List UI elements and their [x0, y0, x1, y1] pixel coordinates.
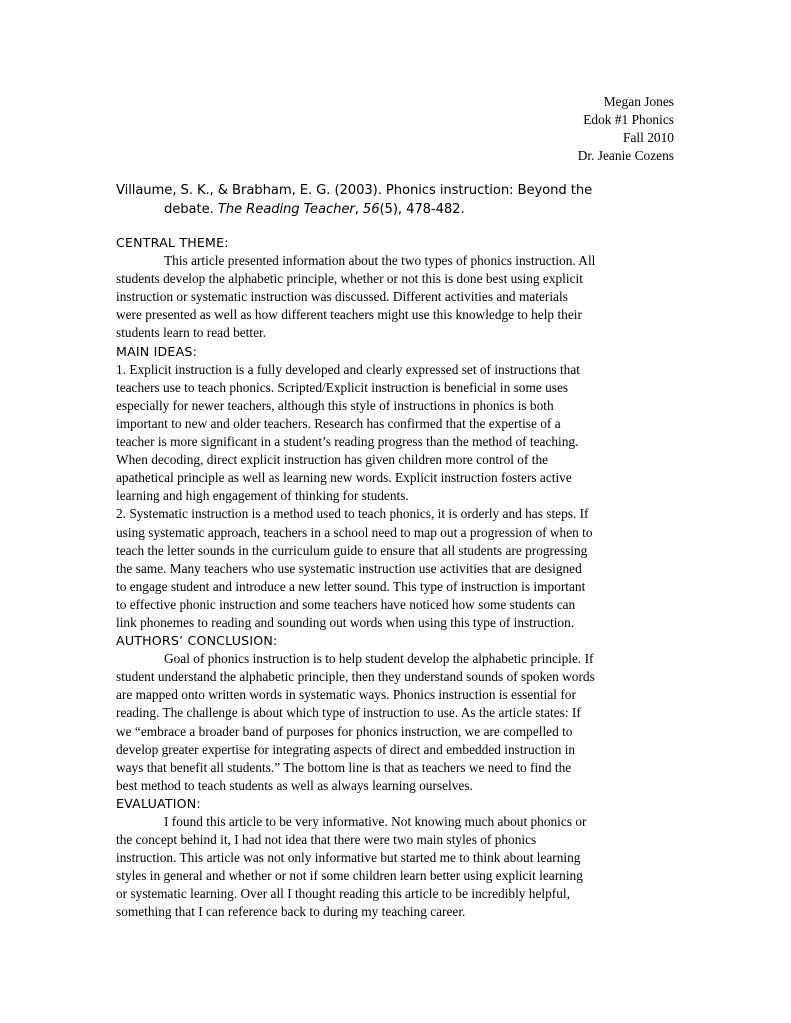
citation-line-1: Villaume, S. K., & Brabham, E. G. (2003). Phonics instruction: Beyond the [116, 183, 593, 198]
text-line: the same. Many teachers who use systematic instruction use activities that are designed [116, 560, 582, 576]
body-text [116, 234, 660, 922]
citation-separator: , [354, 201, 363, 217]
text-line: reading. The challenge is about which type of instruction to use. As the article states: If [116, 705, 581, 721]
text-line: were presented as well as how different teachers might use this knowledge to help their [116, 307, 582, 323]
text-line: students develop the alphabetic principle, whether or not this is done best using explicit [116, 271, 583, 287]
author-header [578, 93, 674, 165]
section-heading: EVALUATION: [116, 795, 201, 811]
text-line: instruction. This article was not only informative but started me to think about learning [116, 850, 581, 866]
text-line: using systematic approach, teachers in a school need to map out a progression of when to [116, 524, 593, 540]
text-line: teacher is more significant in a student’s reading progress than the method of teaching. [116, 434, 579, 450]
text-line: students learn to read better. [116, 325, 267, 341]
citation-journal: The Reading Teacher [217, 201, 355, 217]
section-heading: MAIN IDEAS: [116, 343, 198, 359]
text-line: styles in general and whether or not if some children learn better using explicit learning [116, 868, 583, 884]
citation-volume: 56 [362, 201, 380, 217]
citation [116, 182, 676, 219]
text-line: teachers use to teach phonics. Scripted/Explicit instruction is beneficial in some uses [116, 379, 569, 395]
text-line: especially for newer teachers, although this style of instructions in phonics is both [116, 397, 554, 413]
text-line: to engage student and introduce a new letter sound. This type of instruction is important [116, 578, 586, 594]
text-line: are mapped onto written words in systematic ways. Phonics instruction is essential for [116, 687, 576, 703]
text-line: develop greater expertise for integrating aspects of direct and embedded instruction in [116, 741, 576, 757]
text-line: link phonemes to reading and sounding out words when using this type of instruction. [116, 614, 575, 630]
section-heading: CENTRAL THEME: [116, 235, 229, 250]
text-line: 1. Explicit instruction is a fully developed and clearly expressed set of instructions that [116, 361, 580, 377]
text-line: student understand the alphabetic principle, then they understand sounds of spoken words [116, 669, 595, 685]
text-line: to effective phonic instruction and some teachers have noticed how some students can [116, 596, 576, 612]
text-line: apathetical principle as well as learning new words. Explicit instruction fosters active [116, 470, 572, 486]
text-line: ways that benefit all students.” The bottom line is that as teachers we need to find the [116, 759, 572, 775]
text-line: Goal of phonics instruction is to help student develop the alphabetic principle. If [164, 651, 594, 667]
author-name: Megan Jones [603, 94, 674, 109]
text-line: the concept behind it, I had not idea that there were two main styles of phonics [116, 832, 537, 848]
text-line: 2. Systematic instruction is a method used to teach phonics, it is orderly and has steps. If [116, 506, 589, 522]
text-line: something that I can reference back to during my teaching career. [116, 904, 466, 920]
term: Fall 2010 [623, 130, 674, 145]
text-line: we “embrace a broader band of purposes for phonics instruction, we are compelled to [116, 723, 573, 739]
instructor-name: Dr. Jeanie Cozens [577, 148, 674, 163]
text-line: learning and high engagement of thinking for students. [116, 488, 409, 504]
text-line: important to new and older teachers. Research has confirmed that the expertise of a [116, 415, 561, 431]
text-line: teach the letter sounds in the curriculum guide to ensure that all students are progressing [116, 542, 588, 558]
text-line: This article presented information about the two types of phonics instruction. All [164, 253, 596, 269]
citation-issue-pages: (5), 478-482. [379, 201, 465, 217]
text-line: or systematic learning. Over all I thought reading this article to be incredibly helpful, [116, 886, 570, 902]
section-heading: AUTHORS’ CONCLUSION: [116, 633, 278, 649]
text-line: best method to teach students as well as always learning ourselves. [116, 777, 473, 793]
assignment-title: Edok #1 Phonics [583, 112, 674, 127]
text-line: instruction or systematic instruction was discussed. Different activities and materials [116, 289, 568, 305]
citation-title-end: debate. [164, 201, 218, 217]
text-line: When decoding, direct explicit instruction has given children more control of the [116, 452, 549, 468]
citation-line-2 [116, 201, 676, 220]
text-line: I found this article to be very informative. Not knowing much about phonics or [164, 814, 587, 829]
